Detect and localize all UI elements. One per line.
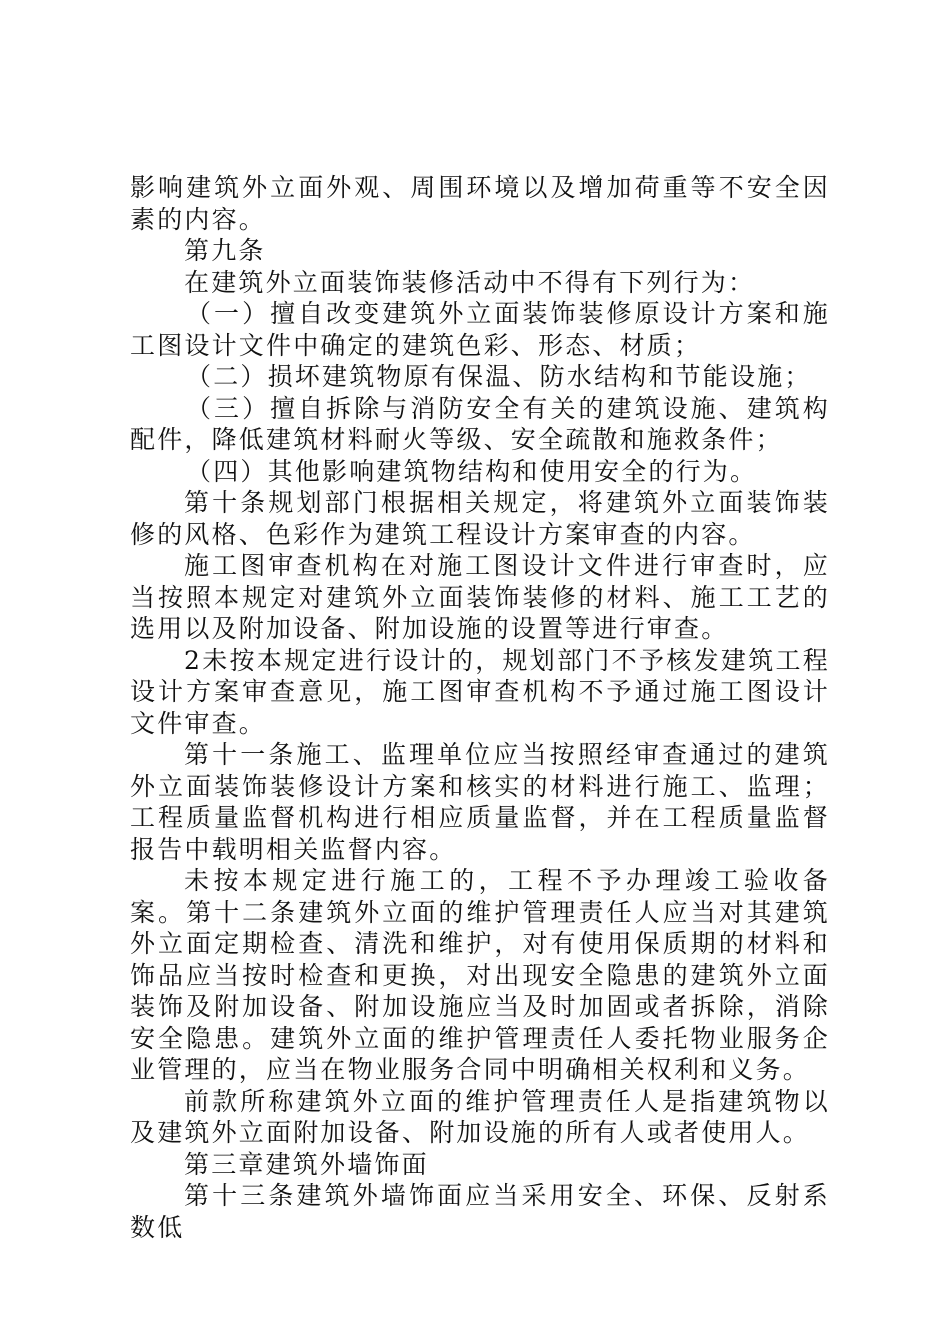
document-body: [130, 172, 830, 1243]
article-12-para-2: 前款所称建筑外立面的维护管理责任人是指建筑物以及建筑外立面附加设备、附加设施的所有人或者使用人。: [130, 1086, 830, 1147]
article-10-para-2: 施工图审查机构在对施工图设计文件进行审查时，应当按照本规定对建筑外立面装饰装修的材料、施工工艺的选用以及附加设备、附加设施的设置等进行审查。: [130, 551, 830, 643]
article-13: 第十三条建筑外墙饰面应当采用安全、环保、反射系数低: [130, 1181, 830, 1242]
list-item-4: （四）其他影响建筑物结构和使用安全的行为。: [186, 456, 758, 486]
list-item-3: （三）擅自拆除与消防安全有关的建筑设施、建筑构配件，降低建筑材料耐火等级、安全疏散和施救条件；: [130, 393, 830, 454]
article-9-intro: 在建筑外立面装饰装修活动中不得有下列行为：: [184, 267, 756, 297]
article-9-heading: 第九条: [184, 236, 266, 265]
article-11-para-2-and-article-12: 未按本规定进行施工的，工程不予办理竣工验收备案。第十二条建筑外立面的维护管理责任人应当对其建筑外立面定期检查、清洗和维护，对有使用保质期的材料和饰品应当按时检查和更换，对出现安全隐患的建筑外立面装饰及附加设备、附加设施应当及时加固或者拆除，消除安全隐患。建筑外立面的维护管理责任人委托物业服务企业管理的，应当在物业服务合同中明确相关权利和义务。: [130, 866, 830, 1084]
article-10: 第十条规划部门根据相关规定，将建筑外立面装饰装修的风格、色彩作为建筑工程设计方案审查的内容。: [130, 488, 830, 549]
article-11: 第十一条施工、监理单位应当按照经审查通过的建筑外立面装饰装修设计方案和核实的材料进行施工、监理；工程质量监督机构进行相应质量监督，并在工程质量监督报告中载明相关监督内容。: [130, 740, 830, 864]
list-item-2: （二）损坏建筑物原有保温、防水结构和节能设施；: [186, 362, 812, 391]
article-10-para-3: 2未按本规定进行设计的，规划部门不予核发建筑工程设计方案审查意见，施工图审查机构不予通过施工图设计文件审查。: [130, 645, 830, 738]
chapter-3-heading: 第三章建筑外墙饰面: [184, 1149, 429, 1179]
list-item-1: （一）擅自改变建筑外立面装饰装修原设计方案和施工图设计文件中确定的建筑色彩、形态、材质；: [130, 299, 830, 360]
paragraph-continuation: 影响建筑外立面外观、周围环境以及增加荷重等不安全因素的内容。: [130, 173, 830, 234]
